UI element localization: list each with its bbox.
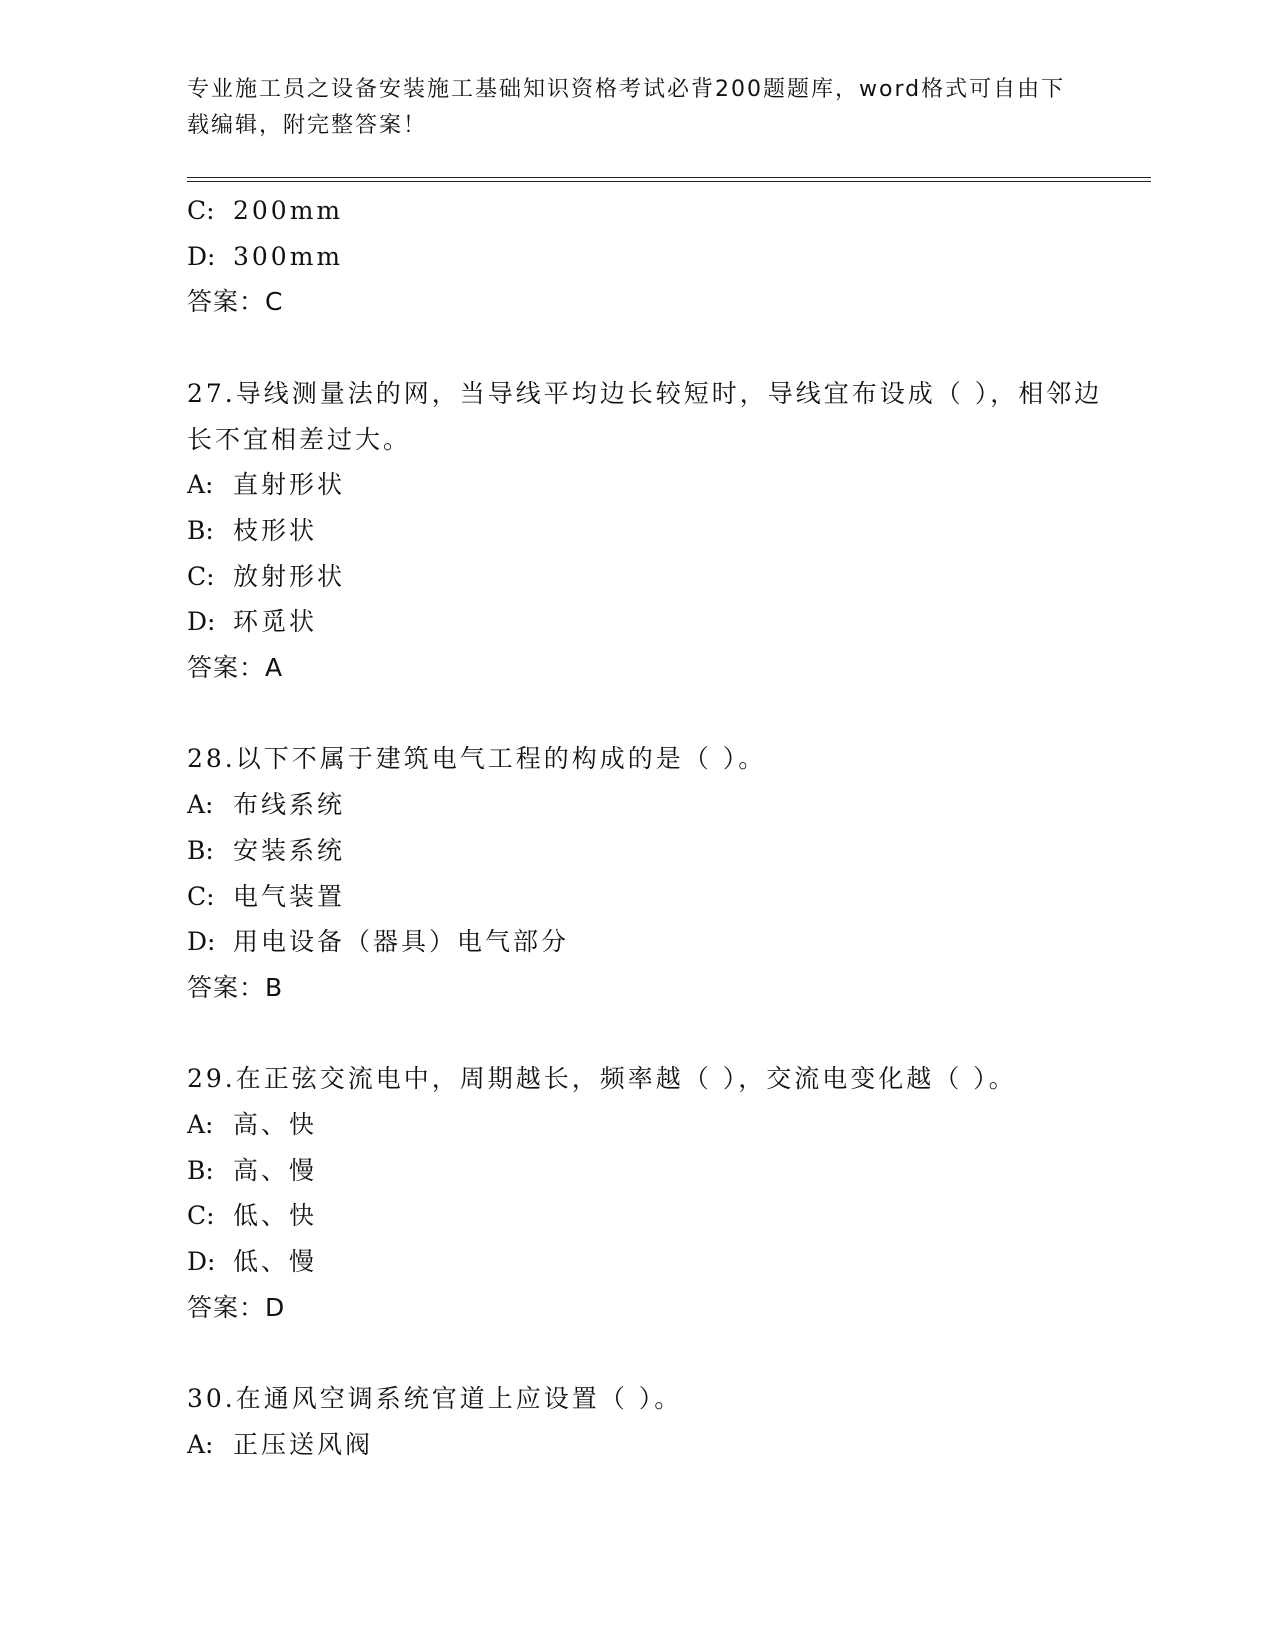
option-d: D: 低、慢 [187,1247,318,1277]
option-a: A: 高、快 [187,1110,318,1140]
header-divider [187,177,1151,182]
option-c: C: 200mm [187,196,344,225]
question-27 [187,371,1127,691]
question-stem: 27.导线测量法的网，当导线平均边长较短时，导线宜布设成（ ），相邻边长不宜相差过大。 [187,378,1103,454]
option-b: B: 枝形状 [187,515,318,545]
question-list [187,188,1127,1468]
option-b: B: 安装系统 [187,835,346,865]
question-stem: 29.在正弦交流电中，周期越长，频率越（ ），交流电变化越（ ）。 [187,1064,1017,1094]
header-title: 专业施工员之设备安装施工基础知识资格考试必背200题题库，word格式可自由下载编辑，附完整答案！ [187,77,1066,138]
answer-line: 答案：A [187,653,284,683]
option-d: D: 300mm [187,241,344,271]
option-a: A: 直射形状 [187,470,346,500]
option-d: D: 环觅状 [187,607,318,637]
answer-line: 答案：C [187,287,284,317]
answer-line: 答案：B [187,972,284,1002]
answer-line: 答案：D [187,1292,286,1322]
question-fragment [187,188,1127,325]
question-28 [187,736,1127,1010]
question-29 [187,1056,1127,1330]
page-header [187,72,1087,144]
option-a: A: 布线系统 [187,790,346,820]
option-c: C: 低、快 [187,1201,318,1231]
option-b: B: 高、慢 [187,1155,318,1185]
option-c: C: 放射形状 [187,561,346,591]
option-c: C: 电气装置 [187,881,346,911]
option-a: A: 正压送风阀 [187,1429,374,1459]
option-d: D: 用电设备（器具）电气部分 [187,927,570,957]
question-stem: 30.在通风空调系统官道上应设置（ ）。 [187,1384,683,1414]
question-30 [187,1376,1127,1467]
question-stem: 28.以下不属于建筑电气工程的构成的是（ ）。 [187,744,767,774]
